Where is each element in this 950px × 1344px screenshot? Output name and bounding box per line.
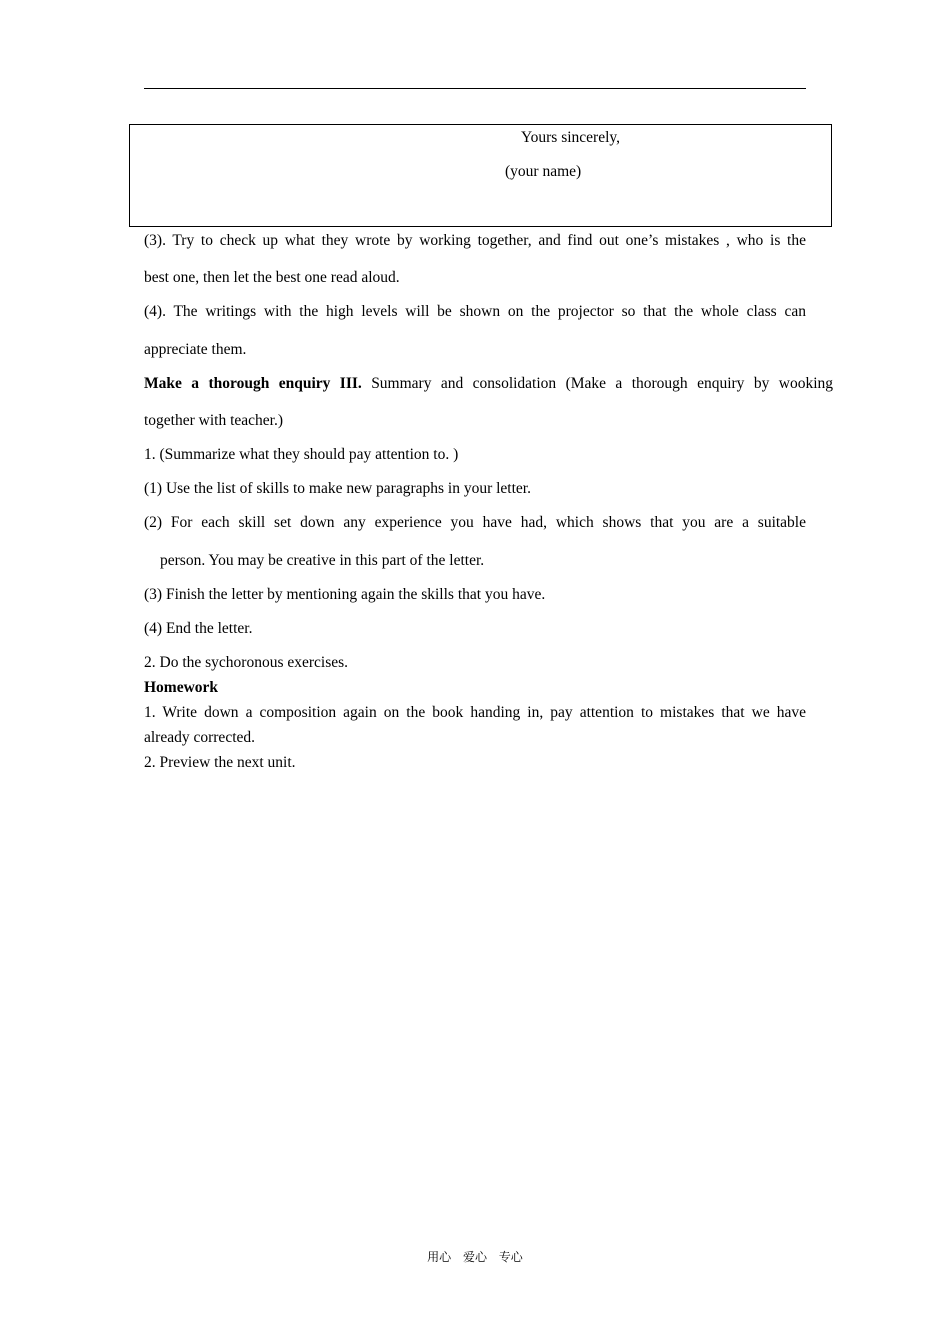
closing-text: Yours sincerely, bbox=[521, 129, 621, 146]
letter-closing-box bbox=[129, 124, 832, 227]
summary-sub1: (1) Use the list of skills to make new paragraphs in your letter. bbox=[144, 480, 531, 497]
step4-line1: (4). The writings with the high levels will be shown on the projector so that the whole class can bbox=[144, 303, 806, 320]
homework-item2: 2. Preview the next unit. bbox=[144, 754, 296, 771]
summary-sub3: (3) Finish the letter by mentioning again the skills that you have. bbox=[144, 586, 546, 603]
homework-heading-text: Homework bbox=[144, 679, 219, 696]
summary-sub2-line2: person. You may be creative in this part of the letter. bbox=[160, 552, 485, 569]
enquiry-line1 bbox=[144, 374, 833, 394]
homework-item1-line2: already corrected. bbox=[144, 729, 256, 746]
summary-item1: 1. (Summarize what they should pay attention to. ) bbox=[144, 446, 459, 463]
step3-line2: best one, then let the best one read aloud. bbox=[144, 269, 400, 286]
summary-sub4: (4) End the letter. bbox=[144, 620, 253, 637]
homework-heading bbox=[144, 678, 806, 698]
enquiry-line1-text: Summary and consolidation (Make a thorough enquiry by wooking bbox=[371, 375, 833, 392]
enquiry-heading: Make a thorough enquiry III. bbox=[144, 375, 362, 392]
homework-item1-line1: 1. Write down a composition again on the book handing in, pay attention to mistakes that we have bbox=[144, 704, 806, 721]
header-rule bbox=[144, 88, 806, 89]
step3-line1: (3). Try to check up what they wrote by working together, and find out one’s mistakes , who is the bbox=[144, 232, 806, 249]
enquiry-line2: together with teacher.) bbox=[144, 412, 284, 429]
signature-placeholder: (your name) bbox=[505, 163, 582, 180]
page-footer: 用心 爱心 专心 bbox=[427, 1250, 523, 1264]
summary-item2: 2. Do the sychoronous exercises. bbox=[144, 654, 349, 671]
step4-line2: appreciate them. bbox=[144, 341, 247, 358]
summary-sub2-line1: (2) For each skill set down any experience you have had, which shows that you are a suitable bbox=[144, 514, 806, 531]
